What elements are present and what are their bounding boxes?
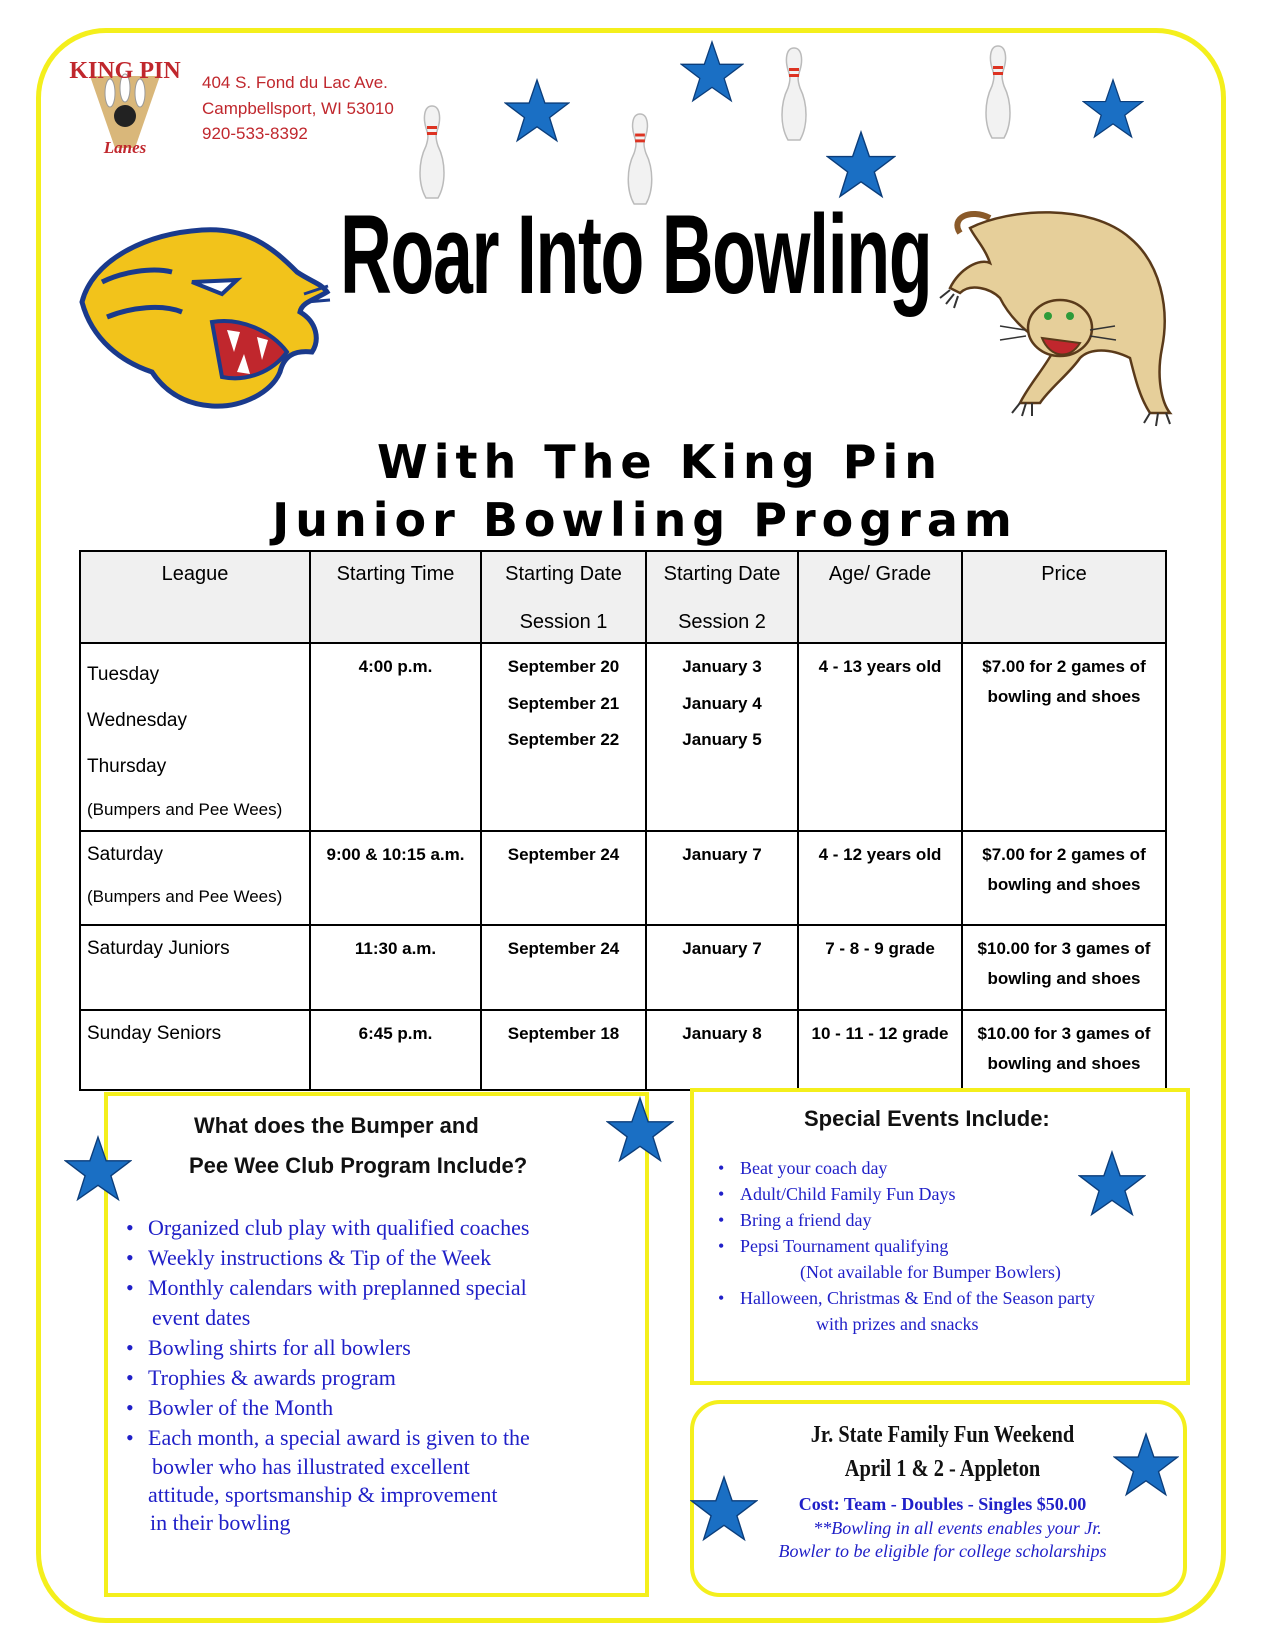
table-row xyxy=(80,1010,1166,1090)
star-icon xyxy=(826,130,896,200)
age-cell: 7 - 8 - 9 grade xyxy=(798,925,962,1010)
jr-state-note-1: **Bowling in all events enables your Jr. xyxy=(813,1518,1102,1538)
logo-subtext: Lanes xyxy=(103,138,147,157)
star-icon xyxy=(1113,1432,1179,1498)
list-item: • Monthly calendars with preplanned special event dates xyxy=(126,1273,626,1333)
king-pin-logo xyxy=(60,48,190,163)
list-item: • Adult/Child Family Fun Days xyxy=(718,1181,1188,1207)
league-cell: Saturday Juniors xyxy=(80,925,310,1010)
time-cell: 11:30 a.m. xyxy=(310,925,481,1010)
special-events-title: Special Events Include: xyxy=(804,1106,1050,1131)
star-icon xyxy=(1082,78,1144,140)
list-item: • Bring a friend day xyxy=(718,1207,1188,1233)
age-cell: 4 - 13 years old xyxy=(798,643,962,831)
cougar-mascot-icon xyxy=(930,198,1190,428)
table-row xyxy=(80,643,1166,831)
session-1-cell: September 20 September 21 September 22 xyxy=(481,643,646,831)
bowling-pin-icon xyxy=(978,44,1018,140)
subtitle-line-1: With The King Pin xyxy=(377,435,943,489)
star-icon xyxy=(606,1096,674,1164)
jr-state-dates: April 1 & 2 - Appleton xyxy=(844,1456,1041,1482)
session-2-cell: January 8 xyxy=(646,1010,798,1090)
column-header-league: League xyxy=(80,551,310,643)
star-icon xyxy=(690,1475,758,1543)
star-icon xyxy=(680,40,744,104)
logo-ball xyxy=(114,105,136,127)
time-cell: 4:00 p.m. xyxy=(310,643,481,831)
league-cell: Saturday (Bumpers and Pee Wees) xyxy=(80,831,310,925)
jr-state-title: Jr. State Family Fun Weekend xyxy=(810,1422,1075,1448)
price-cell: $10.00 for 3 games of bowling and shoes xyxy=(962,925,1166,1010)
bowling-pin-icon xyxy=(774,46,814,142)
star-icon xyxy=(64,1135,132,1203)
list-item: • Pepsi Tournament qualifying (Not available for Bumper Bowlers) xyxy=(718,1233,1188,1285)
bumper-program-list xyxy=(126,1213,626,1537)
bumper-peewee-program-box xyxy=(104,1092,649,1597)
logo-text: KING PIN xyxy=(69,58,181,84)
bumper-box-title: What does the Bumper and Pee Wee Club Program Include? xyxy=(189,1113,528,1178)
table-row xyxy=(80,831,1166,925)
session-1-cell: September 18 xyxy=(481,1010,646,1090)
price-cell: $7.00 for 2 games of bowling and shoes xyxy=(962,643,1166,831)
address-street: 404 S. Fond du Lac Ave. xyxy=(202,73,388,92)
list-item: • Bowler of the Month xyxy=(126,1393,626,1423)
column-header-price: Price xyxy=(962,551,1166,643)
league-cell: Sunday Seniors xyxy=(80,1010,310,1090)
list-item: • Weekly instructions & Tip of the Week xyxy=(126,1243,626,1273)
cougar-head-mascot-icon xyxy=(72,222,332,414)
star-icon xyxy=(504,78,570,144)
session-1-cell: September 24 xyxy=(481,831,646,925)
time-cell: 6:45 p.m. xyxy=(310,1010,481,1090)
price-cell: $10.00 for 3 games of bowling and shoes xyxy=(962,1010,1166,1090)
list-item: • Halloween, Christmas & End of the Season party with prizes and snacks xyxy=(718,1285,1188,1337)
list-item: • Bowling shirts for all bowlers xyxy=(126,1333,626,1363)
list-item: • Trophies & awards program xyxy=(126,1363,626,1393)
list-item: • Each month, a special award is given to the bowler who has illustrated excellent attitude, sportsmanship & improvement in their bowling xyxy=(126,1423,626,1537)
age-cell: 10 - 11 - 12 grade xyxy=(798,1010,962,1090)
table-header-row xyxy=(80,551,1166,643)
column-header-age-grade: Age/ Grade xyxy=(798,551,962,643)
league-schedule-table xyxy=(79,550,1167,1091)
session-1-cell: September 24 xyxy=(481,925,646,1010)
session-2-cell: January 7 xyxy=(646,925,798,1010)
subtitle-line-2: Junior Bowling Program xyxy=(272,493,1018,547)
page-title: Roar Into Bowling xyxy=(340,192,932,317)
star-icon xyxy=(1078,1150,1146,1218)
age-cell: 4 - 12 years old xyxy=(798,831,962,925)
jr-state-cost: Cost: Team - Doubles - Singles $50.00 xyxy=(798,1494,1087,1514)
column-header-starting-time: Starting Time xyxy=(310,551,481,643)
list-item: • Beat your coach day xyxy=(718,1155,1188,1181)
address-block xyxy=(202,70,394,147)
time-cell: 9:00 & 10:15 a.m. xyxy=(310,831,481,925)
price-cell: $7.00 for 2 games of bowling and shoes xyxy=(962,831,1166,925)
special-events-box xyxy=(690,1088,1190,1385)
jr-state-note-2: Bowler to be eligible for college scholarships xyxy=(778,1541,1107,1561)
session-2-cell: January 3 January 4 January 5 xyxy=(646,643,798,831)
session-2-cell: January 7 xyxy=(646,831,798,925)
column-header-session-2: Starting Date Session 2 xyxy=(646,551,798,643)
bowling-pin-icon xyxy=(412,104,452,200)
jr-state-weekend-box xyxy=(690,1400,1187,1597)
address-city: Campbellsport, WI 53010 xyxy=(202,98,394,118)
address-phone: 920-533-8392 xyxy=(202,124,308,143)
column-header-session-1: Starting Date Session 1 xyxy=(481,551,646,643)
league-cell: Tuesday Wednesday Thursday (Bumpers and Pee Wees) xyxy=(80,643,310,831)
table-row xyxy=(80,925,1166,1010)
list-item: • Organized club play with qualified coaches xyxy=(126,1213,626,1243)
